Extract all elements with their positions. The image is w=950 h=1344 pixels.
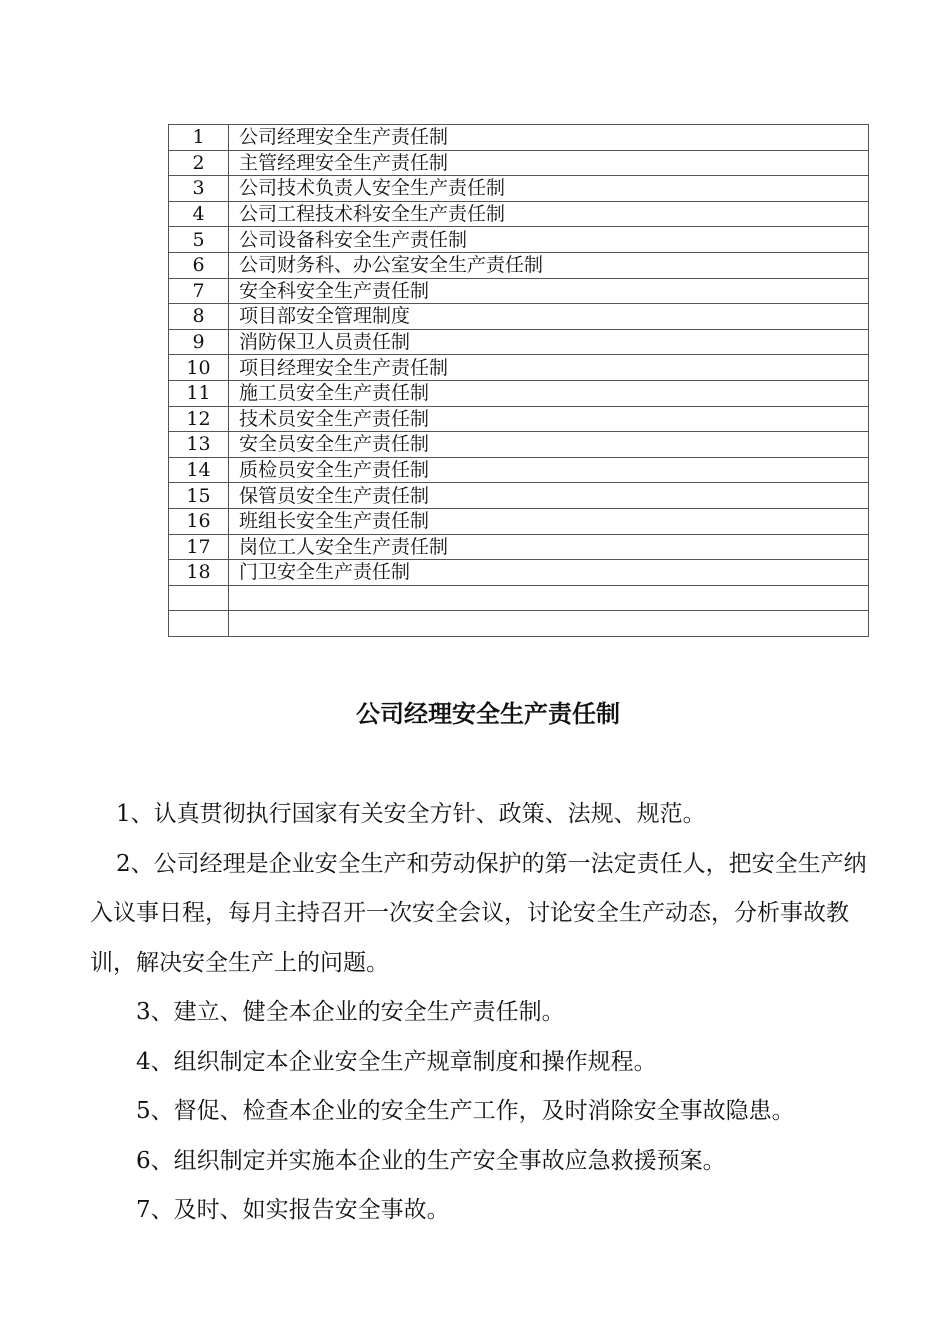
row-number: 4 xyxy=(169,201,229,227)
row-title xyxy=(229,611,869,637)
row-number: 13 xyxy=(169,432,229,458)
table-row xyxy=(169,432,869,458)
row-number: 10 xyxy=(169,355,229,381)
row-title: 公司财务科、办公室安全生产责任制 xyxy=(229,252,869,278)
row-title: 公司经理安全生产责任制 xyxy=(229,125,869,151)
row-number: 9 xyxy=(169,329,229,355)
table-row xyxy=(169,125,869,151)
table-row xyxy=(169,611,869,637)
table-row xyxy=(169,304,869,330)
row-number: 18 xyxy=(169,560,229,586)
row-title: 技术员安全生产责任制 xyxy=(229,406,869,432)
row-number: 11 xyxy=(169,380,229,406)
paragraph: 2、公司经理是企业安全生产和劳动保护的第一法定责任人，把安全生产纳入议事日程，每月主持召开一次安全会议，讨论安全生产动态，分析事故教训，解决安全生产上的问题。 xyxy=(90,850,867,976)
section-title: 公司经理安全生产责任制 xyxy=(356,700,620,728)
row-number: 16 xyxy=(169,508,229,534)
table-row xyxy=(169,457,869,483)
row-title: 项目经理安全生产责任制 xyxy=(229,355,869,381)
row-number xyxy=(169,611,229,637)
table-row xyxy=(169,252,869,278)
row-title: 公司设备科安全生产责任制 xyxy=(229,227,869,253)
row-number: 5 xyxy=(169,227,229,253)
table-row xyxy=(169,380,869,406)
paragraph: 3、建立、健全本企业的安全生产责任制。 xyxy=(136,999,565,1025)
paragraph: 6、组织制定并实施本企业的生产安全事故应急救援预案。 xyxy=(136,1147,726,1174)
table-row xyxy=(169,355,869,381)
table-row xyxy=(169,585,869,611)
toc-table xyxy=(168,124,869,637)
row-number: 8 xyxy=(169,304,229,330)
paragraph: 1、认真贯彻执行国家有关安全方针、政策、法规、规范。 xyxy=(116,801,706,827)
row-title: 消防保卫人员责任制 xyxy=(229,329,869,355)
row-title xyxy=(229,585,869,611)
table-row xyxy=(169,508,869,534)
row-number: 3 xyxy=(169,176,229,202)
table-row xyxy=(169,406,869,432)
row-number xyxy=(169,585,229,611)
table-row xyxy=(169,227,869,253)
row-number: 6 xyxy=(169,252,229,278)
row-title: 安全员安全生产责任制 xyxy=(229,432,869,458)
table-row xyxy=(169,201,869,227)
row-title: 项目部安全管理制度 xyxy=(229,304,869,330)
row-title: 质检员安全生产责任制 xyxy=(229,457,869,483)
row-number: 17 xyxy=(169,534,229,560)
section-body xyxy=(90,790,870,1236)
paragraph: 7、及时、如实报告安全事故。 xyxy=(136,1197,450,1223)
row-title: 公司工程技术科安全生产责任制 xyxy=(229,201,869,227)
row-number: 7 xyxy=(169,278,229,304)
row-title: 安全科安全生产责任制 xyxy=(229,278,869,304)
table-row xyxy=(169,278,869,304)
row-title: 主管经理安全生产责任制 xyxy=(229,150,869,176)
row-number: 1 xyxy=(169,125,229,151)
row-title: 岗位工人安全生产责任制 xyxy=(229,534,869,560)
row-title: 门卫安全生产责任制 xyxy=(229,560,869,586)
row-title: 班组长安全生产责任制 xyxy=(229,508,869,534)
row-number: 15 xyxy=(169,483,229,509)
table-row xyxy=(169,560,869,586)
table-row xyxy=(169,329,869,355)
row-title: 施工员安全生产责任制 xyxy=(229,380,869,406)
table-row xyxy=(169,150,869,176)
row-number: 12 xyxy=(169,406,229,432)
row-number: 2 xyxy=(169,150,229,176)
paragraph: 4、组织制定本企业安全生产规章制度和操作规程。 xyxy=(136,1048,657,1075)
row-title: 公司技术负责人安全生产责任制 xyxy=(229,176,869,202)
row-title: 保管员安全生产责任制 xyxy=(229,483,869,509)
paragraph: 5、督促、检查本企业的安全生产工作，及时消除安全事故隐患。 xyxy=(136,1098,795,1124)
table-row xyxy=(169,483,869,509)
row-number: 14 xyxy=(169,457,229,483)
table-row xyxy=(169,534,869,560)
table-row xyxy=(169,176,869,202)
